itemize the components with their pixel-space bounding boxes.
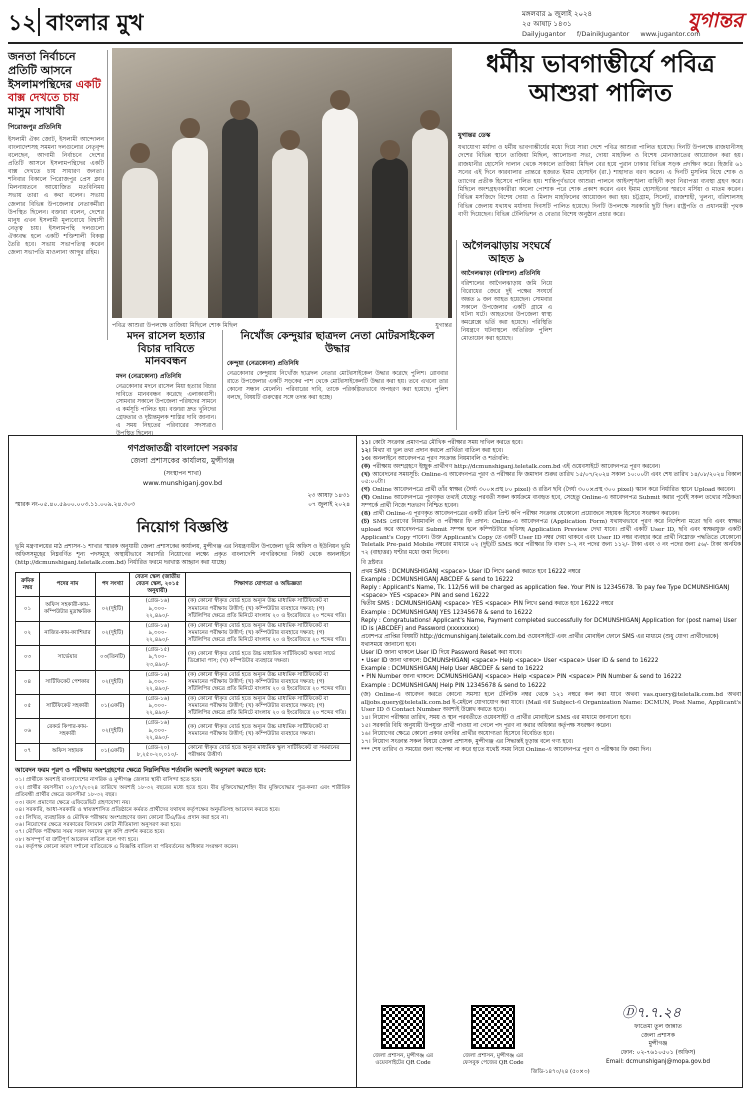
- mini-story: [222, 330, 452, 430]
- post-name: সার্টিফিকেট সহকারী: [40, 695, 96, 719]
- website-qr-code[interactable]: [381, 1005, 425, 1049]
- rule-number: (খ): [361, 471, 373, 478]
- col-post: পদের নাম: [40, 572, 96, 596]
- rule-number: (ক): [361, 463, 373, 470]
- rule-text: পরীক্ষায় অংশগ্রহণে ইচ্ছুক প্রার্থীগণ http://dcmunshiganj.teletalk.com.bd এই ওয়েবসাইটে আবেদনপত্র পূরণ করবেন।: [372, 463, 661, 470]
- mini-story: [456, 240, 556, 430]
- tail-item: ১৪। নিয়োগ পরীক্ষার তারিখ, সময় ও স্থান পরবর্তীতে ওয়েবসাইট ও প্রার্থীর মোবাইলে SMS এর মাধ্যমে জানানো হবে।: [361, 715, 631, 722]
- post-name: সার্ভেয়ার: [40, 646, 96, 670]
- memo-number: স্মারক নং-০৫.৪০.৫৯০০.০০৩.১১.০০৯.২৪.৩০৩: [15, 501, 135, 508]
- post-qualification: (ক) কোনো স্বীকৃত বোর্ড হতে অন্যূন উচ্চ মাধ্যমিক সার্টিফিকেট বা সমমানের পরীক্ষায় উত্তীর্ণ; (খ) কম্পিউটার ব্যবহারে দক্ষতা; (গ) সাঁটলিপির ক্ষেত্রে প্রতি মিনিটে বাংলায় ২০ ও ইংরেজিতে ২০ শব্দের গতি।: [186, 621, 351, 645]
- social-links: [522, 30, 743, 38]
- rule-number: ১৩।: [361, 455, 373, 462]
- sms-line: Example : DCMUNSHIGANJ Help PIN 12345678 & send to 16222: [361, 682, 547, 689]
- mini-story-byline: আগৈলঝাড়া (বরিশাল) প্রতিনিধি: [461, 270, 541, 278]
- condition-item: ০৮। অসম্পূর্ণ বা ত্রুটিপূর্ণ আবেদন বাতিল বলে গণ্য হবে।: [15, 836, 139, 843]
- conditions-title: আবেদন ফরম পূরণ ও পরীক্ষায় অংশগ্রহণের ক্ষেত্রে নিম্নলিখিত শর্তাবলি অবশ্যই অনুসরণ করতে হবে:: [15, 767, 266, 775]
- post-count: ০২(দুইটি): [96, 670, 130, 694]
- memo-row: [15, 491, 350, 513]
- rule-text: প্রার্থী Online-এ পূরণকৃত আবেদনপত্রের একটি রঙিন প্রিন্ট কপি পরীক্ষা সংক্রান্ত যেকোনো প্রয়োজনে সহায়ক হিসেবে সংরক্ষণ করবেন।: [372, 510, 680, 517]
- sms-line: দ্বিতীয় SMS : DCMUNSHIGANJ <space> YES <space> PIN লিখে send করতে হবে 16222 নম্বরে: [361, 601, 614, 608]
- headline-part-a: জনতা নির্বাচনে প্রতিটি আসনে ইসলামপন্থিদের: [8, 50, 76, 91]
- sms-line: প্রথম SMS : DCMUNSHIGANJ <space> User ID লিখে send করতে হবে 16222 নম্বরে: [361, 569, 581, 575]
- masthead: [8, 6, 743, 44]
- rule-item: [361, 440, 741, 448]
- post-name: রেকর্ড কিপার-কাম-সহকারী: [40, 719, 96, 743]
- sms-line: Example : DCMUNSHIGANJ ABCDEF & send to 16222: [361, 577, 514, 584]
- photo-figure: [372, 158, 408, 318]
- signatory-title: জেলা প্রশাসক: [641, 1031, 675, 1039]
- post-qualification: কোনো স্বীকৃত বোর্ড হতে অন্যূন মাধ্যমিক স্কুল সার্টিফিকেট বা সমমানের পরীক্ষায় উত্তীর্ণ।: [186, 743, 351, 760]
- facebook-handle[interactable]: f/DainikJugantor: [576, 30, 630, 38]
- left-story: [8, 50, 108, 340]
- rule-number: ১১।: [361, 440, 373, 446]
- mini-story-headline: নিখোঁজ কেন্দুয়ার ছাত্রদল নেতা মোটরসাইকেল উদ্ধার: [240, 330, 435, 355]
- twitter-handle[interactable]: Dailyjugantor: [522, 30, 566, 38]
- signature: Ⓓ৭.৭.২৪: [621, 1005, 681, 1021]
- col-serial: ক্রমিক নম্বর: [16, 572, 40, 596]
- contact-info: (জ) Online-এ আবেদন করতে কোনো সমস্যা হলে টেলিটক নম্বর থেকে ১২১ নম্বরে কল করা যাবে অথবা vas.query@teletalk.com.bd অথবা alljobs.query@teletalk.com.bd ই-মেইলে যোগাযোগ করা যাবে। (Mail এর Subject-এ Organization Name: DCMUN, Post Name, Applicant's User ID ও Contact Number অবশ্যই উল্লেখ করতে হবে)।: [361, 691, 741, 714]
- photo-figure: [272, 148, 308, 318]
- notice-right-column: [361, 436, 741, 1087]
- tail-item: *** শেষ তারিখ ও সময়ের জন্য অপেক্ষা না করে হাতে যথেষ্ট সময় নিয়ে Online-এ আবেদনপত্র পূরণ ও পরীক্ষার ফি জমা দিন।: [361, 746, 651, 753]
- post-count: ০২(দুইটি): [96, 621, 130, 645]
- left-story-byline: পিরোজপুর প্রতিনিধি: [8, 122, 62, 131]
- photo-head: [230, 100, 250, 120]
- headline-part-b: একটি বাক্স দেখতে চায়: [8, 77, 101, 105]
- post-scale: (গ্রেড-১৬) ৯,৩০০- ২২,৪৯০/-: [130, 670, 186, 694]
- condition-item: ০৪। সরকারি, আধা-সরকারি ও স্বায়ত্তশাসিত প্রতিষ্ঠানে কর্মরত প্রার্থীদের যথাযথ কর্তৃপক্ষের অনুমতিসহ আবেদন করতে হবে।: [15, 807, 280, 814]
- signatory-email[interactable]: Email: dcmunshiganj@mopa.gov.bd: [605, 1058, 711, 1065]
- post-qualification: (ক) কোনো স্বীকৃত বোর্ড হতে অন্যূন উচ্চ মাধ্যমিক সার্টিফিকেট বা সমমানের পরীক্ষায় উত্তীর্ণ; (খ) কম্পিউটার ব্যবহারে দক্ষতা; (গ) সাঁটলিপির ক্ষেত্রে প্রতি মিনিটে বাংলায় ২০ ও ইংরেজিতে ২০ শব্দের গতি।: [186, 670, 351, 694]
- photo-head: [420, 110, 440, 130]
- sms-line: • PIN Number জানা থাকলে: DCMUNSHIGANJ <space> Help <space> PIN <space> PIN Number & send to 16222: [361, 674, 682, 681]
- condition-item: ০৯। কর্তৃপক্ষ কোনো কারণ দর্শানো ব্যতিরেকে এ বিজ্ঞপ্তি বাতিল বা পরিবর্তনের অধিকার সংরক্ষণ করেন।: [15, 844, 239, 851]
- sms-line: • User ID জানা থাকলে: DCMUNSHIGANJ <space> Help <space> User <space> User ID & send to 16222: [361, 658, 659, 665]
- post-name: অফিস সহকারী-কাম-কম্পিউটার মুদ্রাক্ষরিক: [40, 597, 96, 621]
- notice-intro: ভূমি মন্ত্রণালয়ের মাঠ প্রশাসন-১ শাখার স্মারক অনুযায়ী জেলা প্রশাসকের কার্যালয়, মুন্সীগঞ্জ এর নিয়ন্ত্রণাধীন উপজেলা ভূমি অফিস ও ইউনিয়ন ভূমি অফিসসমূহের নিম্নবর্ণিত শূন্য পদসমূহে অস্থায়ীভাবে সরাসরি নিয়োগের লক্ষ্যে প্রকৃত বাংলাদেশি নাগরিকদের নিকট থেকে অনলাইনে (http://dcmunshiganj.teletalk.com.bd) নির্ধারিত ফরমে দরখাস্ত আহ্বান করা যাচ্ছে।: [15, 544, 350, 566]
- memo-date: [307, 491, 350, 509]
- post-row: [16, 597, 351, 621]
- sms-line: Example : DCMUNSHIGANJ Help User ABCDEF & send to 16222: [361, 666, 544, 673]
- paper-logo: যুগান্তর: [687, 8, 743, 32]
- col-qualification: শিক্ষাগত যোগ্যতা ও অভিজ্ঞতা: [186, 572, 351, 596]
- signatory-name: ফাতেমা তুল জান্নাত: [634, 1023, 682, 1030]
- sms-line: Reply : Applicant's Name, Tk. 112/56 will be charged as application fee. Your PIN is 12345678. To pay fee Type DCMUNSHIGANJ <space> YES <space> PIN and send 16222: [361, 585, 730, 600]
- conditions-list: [15, 777, 350, 852]
- condition-item: ০১। প্রার্থীকে অবশ্যই বাংলাদেশের নাগরিক ও মুন্সীগঞ্জ জেলার স্থায়ী বাসিন্দা হতে হবে।: [15, 777, 202, 784]
- post-row: [16, 695, 351, 719]
- post-row: [16, 670, 351, 694]
- post-row: [16, 646, 351, 670]
- photo-figure: [172, 138, 208, 318]
- mini-story: [112, 330, 220, 437]
- page-number: ১২: [8, 10, 37, 36]
- lead-body: যথাযোগ্য মর্যাদা ও ধর্মীয় ভাবগাম্ভীর্যের মধ্যে দিয়ে সারা দেশে পবিত্র আশুরা পালিত হয়েছে। দিনটি উপলক্ষে রাজধানীসহ দেশের বিভিন্ন স্থানে তাজিয়া মিছিল, আলোচনা সভা, দোয়া মাহফিল ও বিশেষ মোনাজাতের আয়োজন করা হয়। রাজধানীর হোসেনি দালান থেকে সকালে তাজিয়া মিছিল বের হয়ে পুরান ঢাকার বিভিন্ন সড়ক প্রদক্ষিণ করে। হিজরি ৬১ সনের এই দিনে কারবালার প্রান্তরে হজরত ইমাম হোসাইন (রা.) শাহাদাত বরণ করেন। এ দিনটি মুসলিম বিশ্বে শোক ও ত্যাগের প্রতীক হিসেবে পালিত হয়। শান্তিপূর্ণভাবে আশুরা পালনে আইনশৃঙ্খলা বাহিনী কড়া নিরাপত্তা ব্যবস্থা গ্রহণ করে। মিছিলে অংশগ্রহণকারীরা কালো পোশাক পরে শোক প্রকাশ করেন এবং ইমাম হোসাইনের স্মরণে মর্সিয়া ও মাতম করেন। বিভিন্ন মসজিদে বিশেষ দোয়া ও মিলাদ মাহফিলের আয়োজন করা হয়। চট্টগ্রাম, সিলেট, রাজশাহী, খুলনা, বরিশালসহ বিভিন্ন জেলায় যথাযথ মর্যাদায় দিবসটি পালিত হয়েছে। দিনটি উপলক্ষে সরকারি ছুটি ছিল। রাষ্ট্রপতি ও প্রধানমন্ত্রী পৃথক বাণী দিয়েছেন। বিভিন্ন টেলিভিশন ও বেতার বিশেষ অনুষ্ঠান প্রচার করে।: [458, 144, 743, 219]
- photo-caption-text: পবিত্র আশুরা উপলক্ষে তাজিয়া মিছিলে শোক মিছিল: [112, 322, 238, 329]
- memo-date-bangla: ২৩ আষাঢ় ১৪৩১: [307, 492, 350, 499]
- rule-number: (ঙ): [361, 510, 373, 517]
- post-scale: (গ্রেড-১৫) ৯,৭০০- ২৩,৪৯০/-: [130, 646, 186, 670]
- facebook-qr-caption: জেলা প্রশাসন, মুন্সীগঞ্জ এর ফেসবুক পেজের QR Code: [462, 1053, 524, 1067]
- condition-item: ০৩। বয়স প্রমাণের ক্ষেত্রে এফিডেভিট গ্রহণযোগ্য নয়।: [15, 799, 131, 806]
- post-scale: (গ্রেড-১৬) ৯,৩০০- ২২,৪৯০/-: [130, 597, 186, 621]
- memo-date-english: ০৭ জুলাই ২০২৪: [308, 501, 350, 508]
- left-story-body: ইসলামী ঐক্য জোট, ইসলামী আন্দোলন বাংলাদেশসহ সমমনা দলগুলোর নেতৃবৃন্দ বলেছেন, আগামী নির্বাচনে দেশের প্রতিটি আসনে ইসলামপন্থিদের একটি বাক্স দেখতে চায় সাধারণ জনতা। শনিবার বিকালে পিরোজপুর প্রেস ক্লাব মিলনায়তনে আয়োজিত মতবিনিময় সভায় তারা এ কথা বলেন। সভায় জেলার বিভিন্ন উপজেলার নেতাকর্মীরা উপস্থিত ছিলেন। বক্তারা বলেন, দেশের মানুষ এখন ইসলামী মূল্যবোধে বিশ্বাসী নেতৃত্ব চায়। ইসলামপন্থি দলগুলো ঐক্যবদ্ধ হলে একটি শক্তিশালী বিকল্প তৈরি হবে। সভায় সভাপতিত্ব করেন জেলা সভাপতি মাওলানা আব্দুর রহিম।: [8, 135, 104, 257]
- dfp-number: জিডি-১৪৭০/২৪ (৫০×৩): [531, 1069, 590, 1075]
- post-serial: ০৪: [16, 670, 40, 694]
- office-name: জেলা প্রশাসকের কার্যালয়, মুন্সীগঞ্জ: [130, 456, 235, 465]
- lead-headline: ধর্মীয় ভাবগাম্ভীর্যে পবিত্র আশুরা পালিত: [486, 49, 715, 107]
- post-name: সার্টিফিকেট পেশকার: [40, 670, 96, 694]
- rule-text: মিথ্যা বা ভুল তথ্য প্রদান করলে প্রার্থিতা বাতিল করা হবে।: [372, 447, 504, 454]
- website-qr-caption: জেলা প্রশাসন, মুন্সীগঞ্জ এর ওয়েবসাইটের QR Code: [372, 1053, 434, 1067]
- rule-item: [361, 519, 741, 558]
- photo-figure: [412, 128, 448, 318]
- notice-left-column: [9, 436, 357, 1087]
- photo-head: [130, 143, 150, 163]
- sms-instructions: [361, 568, 741, 690]
- qr-and-signature: [361, 1001, 741, 1081]
- rule-text: অনলাইনে আবেদনপত্র পূরণ সংক্রান্ত নিয়মাবলি ও শর্তাবলি:: [372, 455, 509, 462]
- rule-number: (গ): [361, 487, 373, 494]
- post-serial: ০২: [16, 621, 40, 645]
- rule-text: আবেদনের সময়সূচি: Online-এ আবেদনপত্র পূরণ ও পরীক্ষার ফি জমাদান শুরুর তারিখ ১৫/০৭/২০২৪ সকাল ১০:০০টা এবং শেষ তারিখ ১৪/০৮/২০২৪ বিকাল ০৫:০০টা।: [361, 471, 741, 486]
- notice-tail: [361, 715, 741, 754]
- post-count: ০২(দুইটি): [96, 719, 130, 743]
- signatory-office: মুন্সীগঞ্জ: [648, 1040, 668, 1048]
- post-serial: ০৭: [16, 743, 40, 760]
- photo-head: [330, 90, 350, 110]
- rule-item: [361, 448, 741, 456]
- rule-number: (চ): [361, 518, 373, 525]
- post-qualification: (ক) কোনো স্বীকৃত বোর্ড হতে অন্যূন উচ্চ মাধ্যমিক সার্টিফিকেট বা সমমানের পরীক্ষায় উত্তীর্ণ; (খ) কম্পিউটার ব্যবহারে দক্ষতা।: [186, 719, 351, 743]
- posts-table-header: [16, 572, 351, 596]
- recruitment-notice: [8, 435, 743, 1088]
- condition-item: ০৫। লিখিত, ব্যবহারিক ও মৌখিক পরীক্ষায় অংশগ্রহণের জন্য কোনো টিএ/ডিএ প্রদান করা হবে না।: [15, 814, 229, 821]
- tail-item: ১৬। নিয়োগের ক্ষেত্রে কোনো প্রকার তদবির প্রার্থীর অযোগ্যতা হিসেবে বিবেচিত হবে।: [361, 731, 554, 738]
- tail-item: ১৭। নিয়োগ সংক্রান্ত সকল বিষয়ে জেলা প্রশাসক, মুন্সীগঞ্জ এর সিদ্ধান্তই চূড়ান্ত বলে গণ্য হবে।: [361, 738, 574, 745]
- rule-number: ১২।: [361, 447, 373, 454]
- post-count: ০১(একটি): [96, 743, 130, 760]
- photo-credit: যুগান্তর: [435, 322, 452, 329]
- post-scale: (গ্রেড-১৬) ৯,৩০০- ২২,৪৯০/-: [130, 621, 186, 645]
- tail-item: ১৫। সরকারি বিধি অনুযায়ী উপযুক্ত প্রার্থী পাওয়া না গেলে পদ পূরণ না করার অধিকার কর্তৃপক্ষ সংরক্ষণ করেন।: [361, 723, 612, 730]
- procession-photo: [112, 48, 452, 318]
- issue-date: মঙ্গলবার ৯ জুলাই ২০২৪: [522, 10, 593, 18]
- photo-head: [180, 118, 200, 138]
- posts-table-body: [16, 597, 351, 761]
- sms-line: User ID জানা থাকলে User ID দিয়ে Password Reset করা যাবে।: [361, 650, 522, 657]
- mini-story-byline: মদন (নেত্রকোনা) প্রতিনিধি: [116, 372, 182, 380]
- notice-header: [9, 441, 356, 487]
- photo-figure: [122, 168, 158, 318]
- condition-item: ০২। প্রার্থীর বয়সসীমা ০১/০৭/২০২৪ তারিখে অবশ্যই ১৮-৩২ বছরের মধ্যে হতে হবে। বীর মুক্তিযোদ্ধা/শহিদ বীর মুক্তিযোদ্ধার পুত্র-কন্যা এবং শারীরিক প্রতিবন্ধী প্রার্থীর ক্ষেত্রে বয়সসীমা ১৮-৩২ বছর।: [15, 784, 350, 799]
- rule-item: [361, 511, 741, 519]
- condition-item: ০৬। নিয়োগের ক্ষেত্রে সরকারের বিদ্যমান কোটা নীতিমালা অনুসরণ করা হবে।: [15, 822, 181, 828]
- photo-figure: [322, 108, 358, 318]
- posts-table: [15, 572, 351, 761]
- branch-name: (সংস্থাপন শাখা): [163, 470, 202, 477]
- photo-head: [280, 130, 300, 150]
- website-link[interactable]: www.jugantor.com: [640, 30, 701, 38]
- mini-story-headline: মদন রাসেল হত্যার বিচার দাবিতে মানববন্ধন: [127, 330, 205, 368]
- post-qualification: (ক) কোনো স্বীকৃত বোর্ড হতে অন্যূন উচ্চ মাধ্যমিক সার্টিফিকেট বা সমমানের পরীক্ষায় উত্তীর্ণ; (খ) কম্পিউটার ব্যবহারে দক্ষতা; (গ) সাঁটলিপির ক্ষেত্রে প্রতি মিনিটে বাংলায় ২০ ও ইংরেজিতে ২০ শব্দের গতি।: [186, 695, 351, 719]
- rule-text: Online আবেদনপত্রে প্রার্থী তাঁর স্বাক্ষর (দৈর্ঘ্য ৩০০×প্রস্থ ৮০ pixel) ও রঙিন ছবি (দৈর্ঘ্য ৩০০×প্রস্থ ৩০০ pixel) স্ক্যান করে নির্ধারিত স্থানে Upload করবেন।: [372, 487, 736, 494]
- mini-story-byline: কেন্দুয়া (নেত্রকোনা) প্রতিনিধি: [227, 360, 299, 368]
- rule-item: [361, 456, 741, 464]
- headline-part-c: মাসুম সাখাবী: [8, 105, 65, 118]
- post-scale: (গ্রেড-১৬) ৯,৩০০- ২২,৪৯০/-: [130, 719, 186, 743]
- post-count: ০৩(তিনটি): [96, 646, 130, 670]
- facebook-qr-code[interactable]: [471, 1005, 515, 1049]
- rule-text: SMS প্রেরণের নিয়মাবলি ও পরীক্ষার ফি প্রদান: Online-এ আবেদনপত্র (Application Form) যথাযথভাবে পূরণ করে নির্দেশনা মতো ছবি এবং স্বাক্ষর upload করে আবেদনপত্র Submit সম্পন্ন হলে কম্পিউটারে ছবিসহ Application Preview দেখা যাবে। প্রার্থী একটি User ID, ছবি এবং স্বাক্ষরযুক্ত একটি Applicant's Copy পাবেন। উক্ত Applicant's Copy তে একটি User ID নম্বর দেয়া থাকবে এবং User ID নম্বর ব্যবহার করে প্রার্থী নিম্নোক্ত পদ্ধতিতে যেকোনো Teletalk Pre-paid Mobile নম্বরের মাধ্যমে ০২ (দুই)টি SMS করে পরীক্ষার ফি বাবদ ১-২ নং পদের জন্য ১১২/- টাকা এবং ৩ নং পদের জন্য ৫৬/- টাকা অনধিক ৭২ (বাহাত্তর) ঘণ্টার মধ্যে জমা দিবেন।: [361, 518, 741, 557]
- post-row: [16, 719, 351, 743]
- post-count: ০২(দুইটি): [96, 597, 130, 621]
- col-count: পদ সংখ্যা: [96, 572, 130, 596]
- post-scale: (গ্রেড-২০) ৮,২৫০-২০,০১০/-: [130, 743, 186, 760]
- rule-text: কোটা সংক্রান্ত প্রমাণপত্র মৌখিক পরীক্ষার সময় দাখিল করতে হবে।: [372, 440, 523, 446]
- lead-byline: যুগান্তর ডেস্ক: [458, 131, 491, 139]
- lead-story: [458, 130, 743, 220]
- mini-story-headline: অগৈলঝাড়ায় সংঘর্ষে আহত ৯: [462, 240, 551, 265]
- sms-line: প্রবেশপত্র প্রাপ্তির বিষয়টি http://dcmunshiganj.teletalk.com.bd ওয়েবসাইটে এবং প্রার্থীর মোবাইল ফোনে SMS এর মাধ্যমে (শুধু যোগ্য প্রার্থীদেরকে) যথাসময়ে জানানো হবে।: [361, 633, 719, 648]
- post-row: [16, 743, 351, 760]
- mini-story-body: নেত্রকোনার কেন্দুয়ায় নিখোঁজ ছাত্রদল নেতার মোটরসাইকেল উদ্ধার করেছে পুলিশ। রোববার রাতে উপজেলার একটি সড়কের পাশ থেকে মোটরসাইকেলটি উদ্ধার করা হয়। তবে এখনো তার কোনো সন্ধান মেলেনি। পরিবারের দাবি, তাকে পরিকল্পিতভাবে অপহরণ করা হয়েছে। পুলিশ বলছে, বিষয়টি গুরুত্বের সঙ্গে তদন্ত করা হচ্ছে।: [227, 371, 448, 401]
- signatory-phone: ফোন: ০২-৭৬১০৫০১ (অফিস): [620, 1049, 696, 1057]
- post-scale: (গ্রেড-১৬) ৯,৩০০- ২২,৪৯০/-: [130, 695, 186, 719]
- sms-line: Example : DCMUNSHIGANJ YES 12345678 & send to 16222: [361, 609, 533, 616]
- rule-number: (ঘ): [361, 495, 373, 502]
- post-serial: ০৩: [16, 646, 40, 670]
- post-qualification: (ক) কোনো স্বীকৃত বোর্ড হতে অন্যূন উচ্চ মাধ্যমিক সার্টিফিকেট বা সমমানের পরীক্ষায় উত্তীর্ণ; (খ) কম্পিউটার ব্যবহারে দক্ষতা; (গ) সাঁটলিপির ক্ষেত্রে প্রতি মিনিটে বাংলায় ২০ ও ইংরেজিতে ২০ শব্দের গতি।: [186, 597, 351, 621]
- post-qualification: (ক) কোনো স্বীকৃত বোর্ড হতে উচ্চ মাধ্যমিক সার্টিফিকেট অথবা সার্ভে ডিপ্লোমা পাস; (খ) কম্পিউটার ব্যবহারে দক্ষতা।: [186, 646, 351, 670]
- post-count: ০১(একটি): [96, 695, 130, 719]
- sms-title: বি দ্রষ্টব্যঃ: [361, 560, 384, 567]
- post-row: [16, 621, 351, 645]
- signatory: [583, 1023, 733, 1066]
- rule-item: [361, 464, 741, 472]
- application-rules: [361, 440, 741, 558]
- mini-story-body: নেত্রকোনার মদনে রাসেল মিয়া হত্যার বিচার দাবিতে মানববন্ধন করেছে এলাকাবাসী। সোমবার সকালে উপজেলা পরিষদের সামনে এ কর্মসূচি পালিত হয়। বক্তারা দ্রুত খুনিদের গ্রেফতার ও দৃষ্টান্তমূলক শাস্তির দাবি জানান। এ সময় নিহতের পরিবারের সদস্যরাও উপস্থিত ছিলেন।: [116, 383, 216, 437]
- masthead-separator: [38, 8, 40, 36]
- gov-website[interactable]: www.munshiganj.gov.bd: [142, 479, 223, 487]
- rule-item: [361, 487, 741, 495]
- notice-title: নিয়োগ বিজ্ঞপ্তি: [136, 518, 229, 536]
- rule-text: Online আবেদনপত্রে পূরণকৃত তথ্যই যেহেতু পরবর্তী সকল কার্যক্রমে ব্যবহৃত হবে, সেহেতু Online-এ আবেদনপত্র Submit করার পূর্বেই সকল তথ্যের সঠিকতা সম্পর্কে প্রার্থী নিজে শতভাগ নিশ্চিত হবেন।: [361, 495, 741, 509]
- post-name: নাজির-কাম-ক্যাশিয়ার: [40, 621, 96, 645]
- issue-date-bangla: ২৫ আষাঢ় ১৪৩১: [522, 20, 572, 28]
- rule-item: [361, 495, 741, 511]
- post-name: অফিস সহায়ক: [40, 743, 96, 760]
- photo-head: [380, 140, 400, 160]
- post-serial: ০৬: [16, 719, 40, 743]
- photo-figure: [222, 118, 258, 318]
- mini-story-body: বরিশালের আগৈলঝাড়ায় জমি নিয়ে বিরোধের জেরে দুই পক্ষের সংঘর্ষে অন্তত ৯ জন আহত হয়েছেন। সোমবার সকালে উপজেলার একটি গ্রামে এ ঘটনা ঘটে। আহতদের উপজেলা স্বাস্থ্য কমপ্লেক্সে ভর্তি করা হয়েছে। পরিস্থিতি নিয়ন্ত্রণে ঘটনাস্থলে অতিরিক্ত পুলিশ মোতায়েন করা হয়েছে।: [461, 281, 552, 342]
- post-serial: ০১: [16, 597, 40, 621]
- sms-line: Reply : Congratulations! Applicant's Name, Payment completed successfully for DCMUNSHIGANJ Application for (post name) User ID is (ABCDEF) and Password (xxxxxxxx): [361, 617, 737, 632]
- left-story-headline: [8, 50, 104, 119]
- rule-item: [361, 472, 741, 488]
- post-serial: ০৫: [16, 695, 40, 719]
- col-scale: বেতন স্কেল (জাতীয় বেতন স্কেল, ২০১৫ অনুযায়ী): [130, 572, 186, 596]
- condition-item: ০৭। মৌখিক পরীক্ষার সময় সকল সনদের মূল কপি প্রদর্শন করতে হবে।: [15, 829, 165, 836]
- lead-headline-box: [458, 50, 743, 108]
- gov-name: গণপ্রজাতন্ত্রী বাংলাদেশ সরকার: [127, 444, 238, 454]
- section-title: বাংলার মুখ: [46, 10, 144, 36]
